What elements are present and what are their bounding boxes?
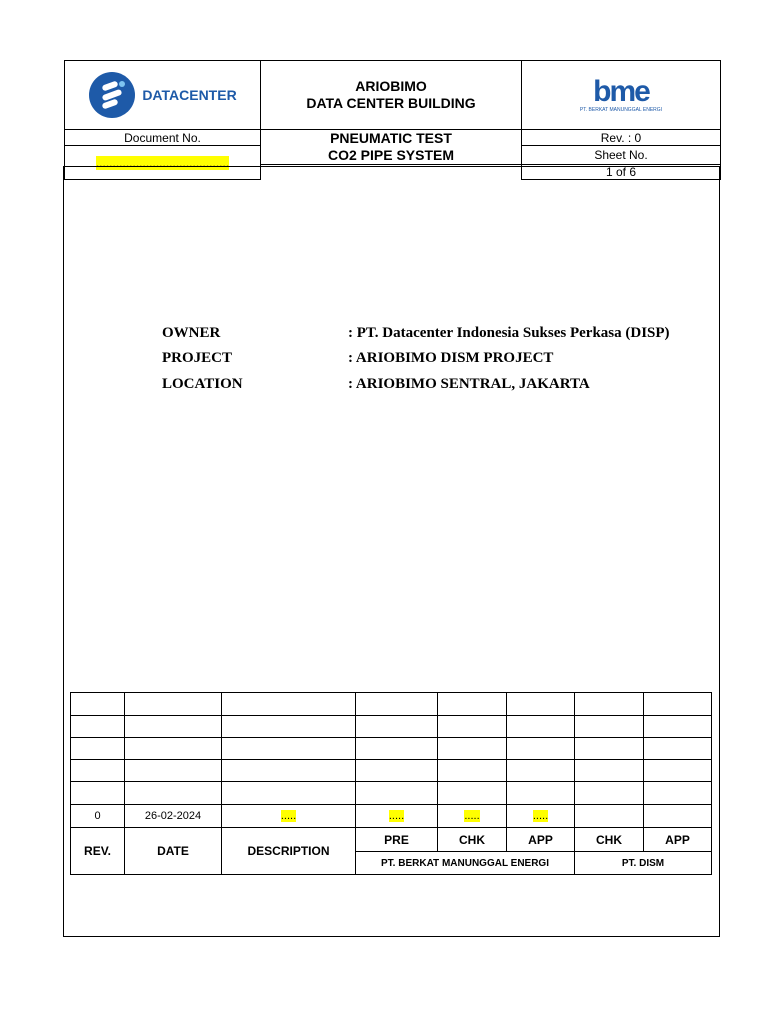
chk2-header: CHK <box>575 828 644 852</box>
pre-value: ..... <box>388 810 405 822</box>
bme-logo-text: bme <box>593 75 649 108</box>
bme-logo-caption: PT. BERKAT MANUNGGAL ENERGI <box>579 107 663 113</box>
document-no-value: ........................................ <box>95 155 230 170</box>
date-cell: 26-02-2024 <box>125 805 222 828</box>
chk1-value: ..... <box>464 810 480 822</box>
rev-label: Rev. : 0 <box>522 130 721 146</box>
project-title-line1: ARIOBIMO <box>355 78 427 94</box>
table-row <box>71 760 712 782</box>
project-label: PROJECT <box>162 350 233 366</box>
subtitle-line1: PNEUMATIC TEST <box>330 130 452 146</box>
app1-value: ..... <box>532 810 549 822</box>
app1-header: APP <box>507 828 575 852</box>
datacenter-logo-icon <box>88 71 136 119</box>
datacenter-logo-cell <box>65 61 261 130</box>
description-header: DESCRIPTION <box>222 828 356 875</box>
project-title-cell <box>261 61 522 130</box>
owner-label: OWNER <box>162 325 221 341</box>
datacenter-logo-text: DATACENTER <box>142 87 237 103</box>
document-no-label: Document No. <box>65 130 261 146</box>
date-header: DATE <box>125 828 222 875</box>
rev-cell: 0 <box>71 805 125 828</box>
table-row <box>71 716 712 738</box>
revision-row-0 <box>71 805 712 828</box>
sheet-value: 1 of 6 <box>522 165 721 180</box>
app2-cell <box>644 805 712 828</box>
location-label: LOCATION <box>162 376 243 392</box>
table-row <box>71 782 712 805</box>
description-cell <box>222 805 356 828</box>
chk2-cell <box>575 805 644 828</box>
owner-value: : PT. Datacenter Indonesia Sukses Perkasa (DISP) <box>348 325 670 341</box>
description-value: ..... <box>280 810 297 822</box>
app1-cell <box>507 805 575 828</box>
revision-table <box>70 692 712 875</box>
company1-label: PT. BERKAT MANUNGGAL ENERGI <box>356 852 575 875</box>
subtitle-line2: CO2 PIPE SYSTEM <box>327 147 455 163</box>
document-header <box>64 60 721 180</box>
chk1-header: CHK <box>438 828 507 852</box>
location-value: : ARIOBIMO SENTRAL, JAKARTA <box>348 376 590 392</box>
app2-header: APP <box>644 828 712 852</box>
table-row <box>71 693 712 716</box>
pre-cell <box>356 805 438 828</box>
project-title-line2: DATA CENTER BUILDING <box>306 95 476 111</box>
company2-label: PT. DISM <box>575 852 712 875</box>
rev-header: REV. <box>71 828 125 875</box>
bme-logo-cell <box>522 61 721 130</box>
header-row <box>71 828 712 852</box>
subtitle-cell <box>261 130 522 165</box>
chk1-cell <box>438 805 507 828</box>
project-value: : ARIOBIMO DISM PROJECT <box>348 350 554 366</box>
bme-logo <box>522 77 720 113</box>
sheet-label: Sheet No. <box>522 146 721 165</box>
table-row <box>71 738 712 760</box>
pre-header: PRE <box>356 828 438 852</box>
